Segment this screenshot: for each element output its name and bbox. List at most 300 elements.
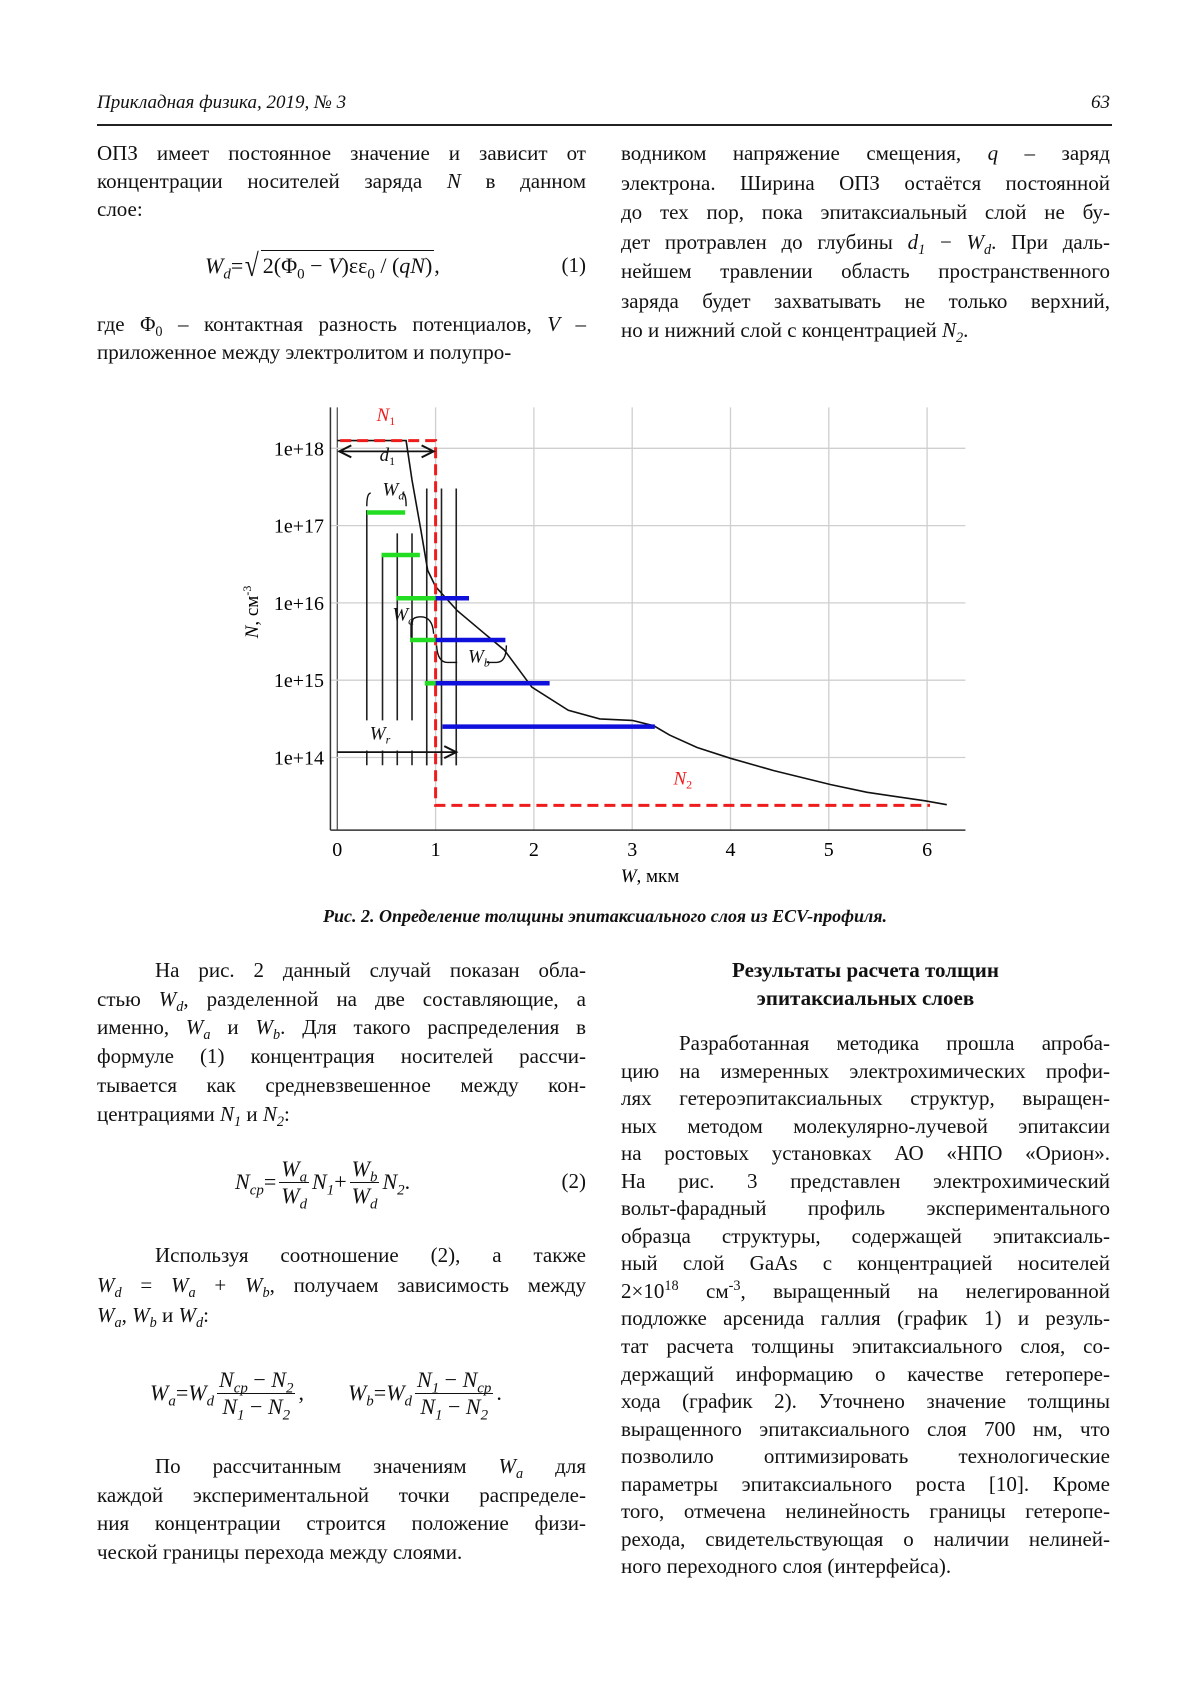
text-run: На рис. 3 представлен электрохимический [621,1169,1110,1193]
text-run: цию на измеренных электрохимических профи- [621,1059,1110,1083]
text-line [621,1278,1110,1306]
subscript: a [516,1466,523,1482]
x-axis-unit: , мкм [637,866,680,887]
x-tick-label: 2 [529,839,539,861]
symbol: N [466,1394,481,1419]
math-symbol [420,1394,442,1419]
text-run: параметры эпитаксиального роста [10]. Кроме [621,1472,1110,1496]
text-line [621,1168,1110,1196]
superscript: -3 [729,1278,741,1294]
math-symbol [352,1156,378,1181]
text-line [621,1030,1110,1058]
label-symbol: W [468,646,486,667]
subscript: b [150,1315,157,1331]
text-run: ) [425,253,432,278]
text-run: и [211,1015,256,1039]
text-run: . [496,1380,502,1406]
text-run: – заряд [998,141,1110,165]
symbol: W [150,1380,168,1405]
symbol: N [417,1367,432,1392]
text-run: . При даль- [991,230,1110,254]
symbol: W [97,1303,115,1327]
subscript: 2 [481,1407,488,1423]
left-bottom-paragraph-2 [97,1240,586,1330]
text-line [97,956,586,985]
math-symbol [352,1183,378,1208]
text-run: , выращенный на нелегированной [741,1279,1111,1303]
subscript: d [207,1393,214,1409]
math-symbol [171,1273,196,1297]
math-symbol [386,1380,412,1406]
math-symbol [245,1273,270,1297]
text-run: тат расчета толщины эпитаксиального слоя, со- [621,1334,1110,1358]
text-run: стью [97,987,159,1011]
text-run: ный слой GaAs с концентрацией носителей [621,1251,1110,1275]
text-run: тывается как средневзвешенное между кон- [97,1073,586,1097]
math-symbol [222,1394,244,1419]
symbol: N [219,1367,234,1392]
text-run: . Для такого распределения в [280,1015,586,1039]
subscript: d [405,1393,412,1409]
text-run: и [241,1102,263,1126]
text-run: = [374,1380,386,1406]
math-symbol [219,1367,248,1392]
text-run: , разделенной на две составляющие, а [183,987,586,1011]
math-symbol [132,1303,157,1327]
label-subscript: d [398,488,405,502]
text-run: приложенное между электролитом и полупро- [97,340,511,364]
text-run: + [196,1273,245,1297]
math-symbol [97,1303,122,1327]
symbol: V [547,312,560,336]
x-axis-var: W [621,866,639,887]
text-line [621,1305,1110,1333]
text-line [621,1223,1110,1251]
symbol: W [159,987,177,1011]
subscript: b [366,1393,373,1409]
subscript: d [984,242,991,258]
text-run: нейшем травлении область пространственного [621,259,1110,283]
label-subscript: 1 [389,454,395,468]
radical-sign-icon: √ [245,250,259,282]
symbol: d [908,230,919,254]
label-subscript: 2 [686,778,692,792]
text-run: где [97,312,140,336]
subscript: 2 [277,1114,284,1130]
text-run: концентрации носителей заряда [97,169,447,193]
math-symbol [463,1367,492,1392]
x-tick-label: 6 [922,839,932,861]
text-run: Используя соотношение (2), а также [155,1243,586,1267]
text-run: = [231,253,243,279]
chart-annotation-label [392,605,414,628]
symbol: εε [349,253,367,278]
text-run: центрациями [97,1102,220,1126]
text-run: ОПЗ имеет постоянное значение и зависит от [97,141,586,165]
text-line [97,1071,586,1100]
fraction-numerator [217,1367,295,1393]
text-run: для [523,1454,586,1478]
text-line [621,1526,1110,1554]
fraction [415,1367,493,1419]
symbol: W [352,1183,370,1208]
y-axis-unit: , см [242,596,263,626]
text-line [97,1013,586,1042]
symbol: N [420,1394,435,1419]
math-symbol [220,1102,241,1126]
text-run: : [203,1303,209,1327]
label-symbol: W [370,724,388,745]
symbol: W [386,1380,404,1405]
text-run: вольт-фарадный профиль экспериментального [621,1196,1110,1220]
text-line [621,1250,1110,1278]
symbol: N [312,1169,327,1194]
chart-annotation-label [370,724,391,747]
x-tick-label: 0 [332,839,342,861]
text-run: дет протравлен до глубины [621,230,908,254]
symbol: N [263,1102,277,1126]
subscript: d [370,1196,377,1212]
subscript: 1 [327,1182,334,1198]
text-run: слое: [97,197,143,221]
math-symbol [271,1367,293,1392]
right-bottom-paragraph [621,1030,1110,1581]
subscript: ср [234,1381,248,1397]
subscript: 1 [432,1381,439,1397]
symbol: W [967,230,985,254]
label-subscript: b [484,655,490,669]
label-symbol: d [380,445,390,466]
symbol: 2×10 [621,1279,664,1303]
math-symbol [417,1367,439,1392]
text-run: в данном [461,169,586,193]
text-run: хода (график 2). Уточнено значение толщины [621,1389,1110,1413]
symbol: W [205,253,223,278]
subscript: 1 [435,1407,442,1423]
wa-brace [411,617,434,638]
model-step-line [340,441,930,806]
symbol: N [220,1102,234,1126]
text-run: = [264,1169,276,1195]
math-symbol [150,1380,176,1406]
text-run: : [284,1102,290,1126]
fraction-denominator [350,1183,380,1208]
symbol: N [235,1169,250,1194]
text-run: По рассчитанным значениям [155,1454,499,1478]
text-line [621,1113,1110,1141]
subscript: d [196,1315,203,1331]
fraction [350,1156,380,1208]
symbol: W [352,1156,370,1181]
symbol: W [179,1303,197,1327]
page-number: 63 [1091,92,1110,114]
text-line [97,1270,586,1300]
y-axis-label [240,586,263,640]
symbol: N [447,169,461,193]
y-tick-label: 1e+14 [274,748,324,770]
chart-annotation-label [468,646,490,669]
label-subscript: a [408,614,414,628]
symbol: N [463,1367,478,1392]
y-tick-label: 1e+18 [274,438,324,460]
math-symbol [179,1303,204,1327]
text-run: Разработанная методика прошла апроба- [679,1031,1110,1055]
subscript: d [176,999,183,1015]
journal-header: Прикладная физика, 2019, № 3 [97,92,346,114]
symbol: Φ [281,253,297,278]
text-run: и [157,1303,179,1327]
subscript: b [262,1285,269,1301]
subscript: 1 [237,1407,244,1423]
symbol: V [328,253,341,278]
symbol: qN [399,253,425,278]
math-symbol [268,1394,290,1419]
math-symbol [188,1380,214,1406]
subscript: a [188,1285,195,1301]
text-run: , [434,253,440,279]
text-line [621,1416,1110,1444]
text-run: − [439,1367,462,1392]
subscript: b [273,1028,280,1044]
text-run: формуле (1) концентрация носителей рассчи- [97,1044,586,1068]
text-run: − [248,1367,271,1392]
text-line [97,1100,586,1129]
symbol: W [132,1303,150,1327]
symbol: W [97,1273,115,1297]
figure-caption: Рис. 2. Определение толщины эпитаксиального слоя из ECV-профиля. [0,906,1200,927]
formula-3 [150,1362,502,1424]
text-run: , [122,1303,133,1327]
text-run: 2( [263,253,281,278]
fraction-denominator [220,1394,292,1419]
text-run: – [560,312,586,336]
label-subscript: 1 [389,414,395,428]
text-run: + [334,1169,346,1195]
text-line [621,1085,1110,1113]
fraction-denominator [279,1183,309,1208]
x-axis-label [621,866,680,887]
subscript: 0 [297,266,304,282]
subscript: ср [250,1182,264,1198]
math-symbol [312,1169,334,1195]
math-symbol [706,1279,741,1303]
text-run: каждой экспериментальной точки распределе- [97,1483,586,1507]
symbol: W [188,1380,206,1405]
fraction-denominator [418,1394,490,1419]
subscript: b [370,1170,377,1186]
fraction [217,1367,295,1419]
label-symbol: N [672,769,687,790]
symbol: N [268,1394,283,1419]
formula-2-number: (2) [562,1169,587,1194]
text-run: образца структуры, содержащей эпитаксиаль- [621,1224,1110,1248]
text-line [97,985,586,1014]
text-run: водником напряжение смещения, [621,141,988,165]
text-run: ных методом молекулярно-лучевой эпитаксии [621,1114,1110,1138]
text-run: ческой границы перехода между слоями. [97,1540,462,1564]
text-line [621,1443,1110,1471]
text-line [97,1042,586,1071]
math-symbol [97,1273,122,1297]
subscript: 2 [956,330,963,346]
y-tick-label: 1e+17 [274,516,324,538]
math-symbol [621,1279,679,1303]
text-line [621,1195,1110,1223]
text-line [621,1333,1110,1361]
subscript: a [168,1393,175,1409]
math-symbol [263,1102,284,1126]
text-line [97,1509,586,1538]
subscript: d [115,1285,122,1301]
math-symbol [499,1454,524,1478]
text-run: до тех пор, пока эпитаксиальный слой не бу- [621,200,1110,224]
section-heading-line-1: Результаты расчета толщин [621,956,1110,984]
text-run [679,1279,706,1303]
subscript: d [300,1196,307,1212]
text-line [621,1498,1110,1526]
symbol: W [186,1015,204,1039]
ecv-profile-chart [0,0,1200,900]
text-run: , [298,1380,304,1406]
math-symbol [281,1183,307,1208]
text-line [621,1388,1110,1416]
text-run: ного переходного слоя (интерфейса). [621,1554,951,1578]
text-run: на ростовых установках АО «НПО «Орион». [621,1141,1110,1165]
measured-profile-line [337,441,947,805]
symbol: W [499,1454,517,1478]
text-line [97,1300,586,1330]
subscript: a [115,1315,122,1331]
text-line [97,1481,586,1510]
math-symbol [159,987,184,1011]
subscript: a [203,1028,210,1044]
symbol: N [942,318,956,342]
text-run: . [963,318,968,342]
text-run: выращенного эпитаксиального слоя 700 нм, что [621,1417,1110,1441]
y-axis-unit-exponent: -3 [240,586,254,596]
text-run: рехода, свидетельствующая о наличии нелиней- [621,1527,1110,1551]
section-heading [621,956,1110,1012]
symbol: W [245,1273,263,1297]
text-run: − [925,230,966,254]
text-run: заряда будет захватывать не только верхний, [621,289,1110,313]
symbol: W [256,1015,274,1039]
label-subscript: r [386,733,391,747]
text-run: но и нижний слой с концентрацией [621,318,942,342]
subscript: 2 [283,1407,290,1423]
subscript: 0 [367,266,374,282]
text-line [97,1240,586,1270]
x-tick-label: 4 [726,839,736,861]
text-line [621,1471,1110,1499]
math-symbol [281,1156,307,1181]
text-line [621,1058,1110,1086]
chart-annotation-label [672,769,692,792]
math-symbol [348,1380,374,1406]
fraction [279,1156,309,1208]
text-run: − [305,253,328,278]
label-symbol: W [383,479,401,500]
left-bottom-paragraph [97,956,586,1128]
math-symbol [235,1169,264,1195]
symbol: см [706,1279,729,1303]
fraction-numerator [350,1156,380,1182]
section-heading-line-2: эпитаксиальных слоев [621,984,1110,1012]
symbol: q [988,141,999,165]
text-run: того, отмечена нелинейность границы гетеропе- [621,1499,1110,1523]
left-bottom-paragraph-3 [97,1452,586,1566]
symbol: N [271,1367,286,1392]
math-symbol [256,1015,281,1039]
symbol: Φ [140,312,155,336]
fraction-numerator [279,1156,309,1182]
subscript: 2 [286,1381,293,1397]
subscript: 0 [155,324,162,340]
text-line [621,1361,1110,1389]
fraction-numerator [415,1367,493,1393]
y-tick-label: 1e+16 [274,593,324,615]
text-run [304,1380,348,1406]
text-line [97,1538,586,1567]
math-symbol [382,1169,404,1195]
text-line [621,1553,1110,1581]
subscript: 2 [397,1182,404,1198]
subscript: a [300,1170,307,1186]
label-symbol: N [376,405,391,426]
symbol: W [348,1380,366,1405]
text-run: ния концентрации строится положение физи- [97,1511,586,1535]
text-run: позволило оптимизировать технологические [621,1444,1110,1468]
x-tick-label: 3 [627,839,637,861]
subscript: ср [477,1381,491,1397]
text-run: На рис. 2 данный случай показан обла- [155,958,586,982]
superscript: 18 [664,1278,678,1294]
formula-2 [235,1152,410,1212]
text-run: подложке арсенида галлия (график 1) и резуль- [621,1306,1110,1330]
math-symbol [466,1394,488,1419]
text-run: ) [342,253,349,278]
subscript: d [223,266,230,282]
symbol: W [281,1156,299,1181]
label-symbol: W [392,605,410,626]
text-run: = [176,1380,188,1406]
text-run: , получаем зависимость между [270,1273,586,1297]
text-run: − [245,1394,268,1419]
chart-annotation-label [383,479,406,502]
x-tick-label: 5 [824,839,834,861]
formula-1-number: (1) [562,253,587,278]
symbol: W [281,1183,299,1208]
text-run: держащий информацию о качестве гетеропере- [621,1362,1110,1386]
text-run: лях гетероэпитаксиальных структур, выращен- [621,1086,1110,1110]
text-line [621,1140,1110,1168]
math-symbol [186,1015,211,1039]
subscript: 1 [234,1114,241,1130]
y-axis-var: N [242,624,263,639]
text-run: именно, [97,1015,186,1039]
y-tick-label: 1e+15 [274,670,324,692]
x-tick-label: 1 [431,839,441,861]
text-run: электрона. Ширина ОПЗ остаётся постоянной [621,171,1110,195]
text-run: = [122,1273,171,1297]
text-run: – контактная разность потенциалов, [163,312,548,336]
subscript: 1 [918,242,925,258]
symbol: N [222,1394,237,1419]
text-run: . [405,1169,411,1195]
symbol: W [171,1273,189,1297]
text-run: − [442,1394,465,1419]
symbol: N [382,1169,397,1194]
